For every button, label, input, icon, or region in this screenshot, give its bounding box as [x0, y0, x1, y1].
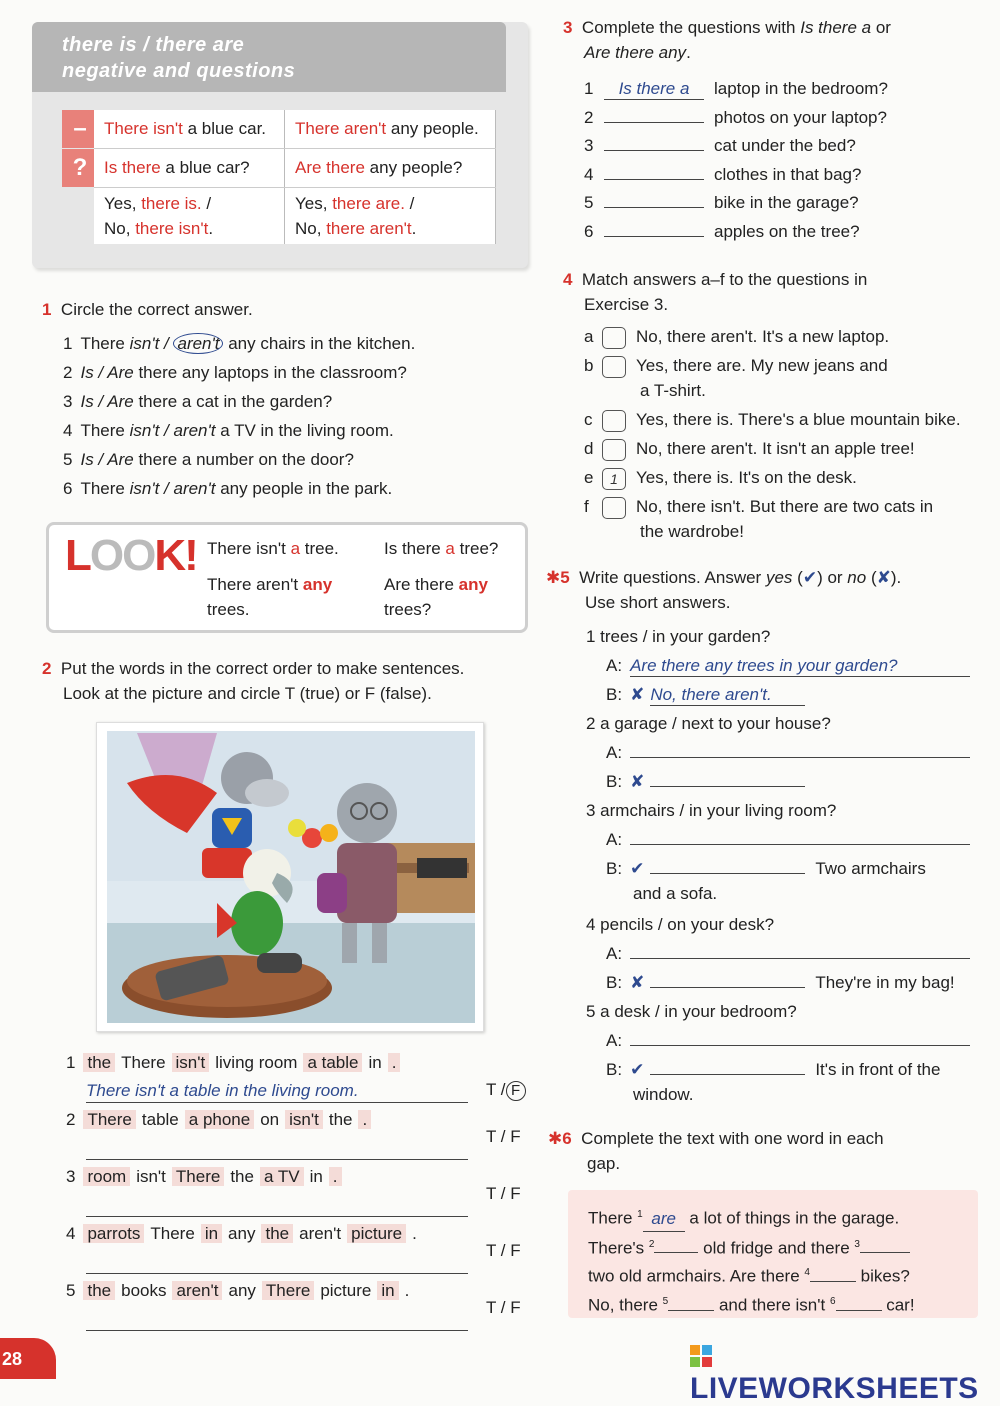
- ex4-item-a: [584, 324, 961, 349]
- ex2-item-2: [66, 1107, 536, 1164]
- ex3-item-1: [584, 75, 888, 104]
- grammar-title-line2: negative and questions: [62, 60, 296, 82]
- ex4-list: [584, 324, 961, 548]
- ex3-title: 3 Complete the questions with Is there a or Are there any.: [563, 18, 891, 62]
- ex2-title: 2 Put the words in the correct order to make sentences. Look at the picture and circle T (true) or F (false).: [42, 659, 465, 703]
- option-2[interactable]: aren't: [173, 333, 223, 354]
- line-b: [586, 968, 982, 997]
- item-letter: a: [584, 327, 594, 346]
- answer-line[interactable]: [86, 1308, 468, 1331]
- ex3-item-5: [584, 189, 888, 218]
- look-logo: LOOK!: [65, 531, 197, 580]
- word-chip: books: [121, 1281, 167, 1300]
- look-r2c2: Are there any trees?: [384, 575, 488, 619]
- item-number: 5: [66, 1281, 76, 1300]
- line-a: [586, 825, 982, 854]
- ex4-title: 4 Match answers a–f to the questions in Exercise 3.: [563, 270, 868, 314]
- item-text: No, there isn't. But there are two cats in: [636, 497, 934, 516]
- separator: /: [93, 363, 108, 382]
- word-chip: in: [377, 1281, 398, 1300]
- answer-a[interactable]: Are there any trees in your garden?: [630, 656, 970, 677]
- ex5-item-4: [586, 910, 982, 997]
- item-number: 5: [584, 193, 594, 213]
- answer-b[interactable]: [650, 1074, 805, 1075]
- answer-box[interactable]: 1: [602, 468, 626, 490]
- q-singular: Is there a blue car?: [94, 149, 285, 188]
- answer-a[interactable]: [630, 958, 970, 959]
- answer-b[interactable]: [650, 786, 805, 787]
- word-chip: .: [412, 1224, 417, 1243]
- line-a: [586, 738, 982, 767]
- cross-icon: ✘: [630, 772, 645, 791]
- item-text-cont: a T-shirt.: [640, 381, 706, 400]
- item-number: 3: [66, 1167, 76, 1186]
- answer-line[interactable]: There isn't a table in the living room.: [86, 1080, 468, 1103]
- word-row: [66, 1107, 536, 1133]
- living-room-picture: [97, 723, 483, 1031]
- ex5-item-3: [586, 796, 982, 910]
- a-label: A:: [606, 656, 623, 675]
- item-text: any chairs in the kitchen.: [223, 334, 416, 353]
- extra-text: It's in front of the: [815, 1060, 941, 1079]
- ex4-item-d: [584, 436, 961, 461]
- ex3-item-4: [584, 161, 888, 190]
- ex1-list: [63, 329, 415, 503]
- b-label: B:: [606, 1060, 623, 1079]
- word-chip: picture: [347, 1224, 406, 1243]
- item-text: Yes, there is. It's on the desk.: [636, 468, 857, 487]
- answer-box[interactable]: [602, 356, 626, 378]
- word-chip: the: [328, 1110, 353, 1129]
- word-chip: the: [83, 1053, 115, 1072]
- answer-a[interactable]: [630, 844, 970, 845]
- item-number: 1: [584, 79, 594, 98]
- ex5-title: ✱5 Write questions. Answer yes (✔) or no (✘). Use short answers.: [546, 568, 902, 612]
- page-number: 28: [0, 1338, 56, 1379]
- item-number: 6: [63, 479, 73, 498]
- word-chip: any: [228, 1224, 256, 1243]
- ex4-item-e: [584, 465, 961, 490]
- item-text: there a number on the door?: [133, 450, 354, 469]
- prompt: 2 a garage / next to your house?: [586, 714, 831, 733]
- word-chip: a table: [303, 1053, 362, 1072]
- item-number: 6: [584, 221, 594, 241]
- word-chip: aren't: [172, 1281, 222, 1300]
- b-label: B:: [606, 772, 623, 791]
- item-text: No, there aren't. It isn't an apple tree!: [636, 439, 915, 458]
- ex6-gap-3[interactable]: [860, 1252, 910, 1253]
- word-chip: There: [262, 1281, 314, 1300]
- word-chip: .: [329, 1167, 342, 1186]
- separator: /: [93, 450, 108, 469]
- answer-a[interactable]: [630, 757, 970, 758]
- ex4-item-f: [584, 494, 961, 519]
- ex3-item-2: [584, 104, 888, 133]
- item-number: 3: [63, 392, 73, 411]
- cross-icon: ✘: [630, 685, 645, 704]
- item-number: 2: [584, 107, 594, 127]
- word-chip: .: [404, 1281, 410, 1300]
- answer-box[interactable]: [602, 497, 626, 519]
- separator: /: [159, 479, 174, 498]
- item-text: there a cat in the garden?: [133, 392, 333, 411]
- line-b: [586, 1055, 982, 1084]
- option-2[interactable]: Are: [107, 450, 134, 469]
- word-row: [66, 1050, 536, 1076]
- line-a: [586, 1026, 982, 1055]
- word-chip: parrots: [83, 1224, 144, 1243]
- a-label: A:: [606, 743, 623, 762]
- neg-plural: There aren't any people.: [285, 110, 496, 149]
- ex6-text-box: [568, 1190, 978, 1318]
- ex2-item-4: [66, 1221, 536, 1278]
- answer-gap[interactable]: [604, 207, 704, 208]
- answer-box[interactable]: [602, 410, 626, 432]
- line-b: [586, 854, 982, 883]
- illustration: [96, 722, 484, 1032]
- true-false[interactable]: T / F: [486, 1127, 521, 1146]
- grammar-box: [32, 22, 528, 268]
- word-chip: picture: [320, 1281, 372, 1300]
- look-r1c2: Is there a tree?: [384, 539, 499, 558]
- answer-line[interactable]: [86, 1194, 468, 1217]
- true-false[interactable]: T / F: [486, 1184, 521, 1203]
- answer-gap[interactable]: [604, 236, 704, 237]
- item-text: bike in the garage?: [714, 193, 859, 213]
- ex6-gap-4[interactable]: [810, 1281, 856, 1282]
- item-text: photos on your laptop?: [714, 107, 887, 127]
- short-plural: Yes, there are. / No, there aren't.: [285, 188, 496, 245]
- word-chip: a phone: [185, 1110, 254, 1129]
- ex2-list: [66, 1050, 536, 1335]
- word-chip: living room: [215, 1053, 298, 1072]
- ex6-gap-1[interactable]: are: [643, 1206, 685, 1232]
- option-1[interactable]: Is: [80, 392, 94, 411]
- ex1-item-6: [63, 474, 415, 503]
- item-text: Yes, there is. There's a blue mountain bike.: [636, 410, 961, 429]
- ex6-gap-6[interactable]: [836, 1310, 882, 1311]
- separator: /: [159, 334, 174, 353]
- ex1-item-2: [63, 358, 415, 387]
- word-chip: There: [150, 1224, 195, 1243]
- item-text-cont: the wardrobe!: [640, 522, 744, 541]
- line-a: [586, 939, 982, 968]
- look-r2c1: There aren't any trees.: [207, 575, 333, 619]
- answer-gap[interactable]: [604, 150, 704, 151]
- option-2[interactable]: Are: [107, 392, 134, 411]
- ex5-item-1: [586, 622, 982, 709]
- item-number: 4: [63, 421, 73, 440]
- ex5-item-5: [586, 997, 982, 1111]
- item-text: laptop in the bedroom?: [714, 79, 888, 98]
- question-symbol: ?: [62, 149, 98, 187]
- logo-icon: [690, 1345, 712, 1367]
- prompt: 5 a desk / in your bedroom?: [586, 1002, 797, 1021]
- item-letter: f: [584, 497, 589, 516]
- option-2[interactable]: Are: [107, 363, 134, 382]
- answer-box[interactable]: [602, 439, 626, 461]
- item-number: 2: [66, 1110, 76, 1129]
- extra-text: Two armchairs: [815, 859, 926, 878]
- word-chip: a TV: [260, 1167, 304, 1186]
- ex5-list: [586, 622, 982, 1111]
- option-2[interactable]: aren't: [173, 421, 216, 440]
- ex1-item-4: [63, 416, 415, 445]
- word-chip: in: [368, 1053, 382, 1072]
- word-chip: the: [83, 1281, 115, 1300]
- item-letter: d: [584, 439, 594, 458]
- short-singular: Yes, there is. / No, there isn't.: [94, 188, 285, 245]
- word-chip: any: [228, 1281, 256, 1300]
- item-text: cat under the bed?: [714, 136, 856, 156]
- ex6-text: There $^1$ are a lot of things in the garage. There's $^2$ old fridge and there $^3$ two old armchairs. Are there $^4$ bikes? No, there $^5$ and there isn't $^6$ car!: [588, 1202, 973, 1318]
- option-1[interactable]: isn't: [129, 421, 160, 440]
- word-chip: .: [388, 1053, 401, 1072]
- b-label: B:: [606, 859, 623, 878]
- answer-b[interactable]: No, there aren't.: [650, 685, 805, 706]
- word-chip: in: [309, 1167, 323, 1186]
- b-label: B:: [606, 973, 623, 992]
- item-text: No, there aren't. It's a new laptop.: [636, 327, 890, 346]
- item-text: There: [80, 334, 130, 353]
- item-number: 2: [63, 363, 73, 382]
- line-a: [586, 651, 982, 680]
- answer-line[interactable]: [86, 1137, 468, 1160]
- word-chip: .: [358, 1110, 371, 1129]
- word-chip: isn't: [285, 1110, 323, 1129]
- ex3-item-6: [584, 218, 888, 247]
- ex1-item-1: [63, 329, 415, 358]
- word-row: [66, 1221, 536, 1247]
- item-text: apples on the tree?: [714, 221, 860, 241]
- word-chip: There: [121, 1053, 166, 1072]
- ex6-title: ✱6 Complete the text with one word in each gap.: [548, 1129, 884, 1173]
- option-1[interactable]: isn't: [129, 479, 160, 498]
- option-1[interactable]: Is: [80, 363, 94, 382]
- extra-text-cont: window.: [633, 1085, 694, 1104]
- item-letter: b: [584, 356, 594, 375]
- word-chip: There: [172, 1167, 224, 1186]
- ex2-item-1: [66, 1050, 536, 1107]
- word-chip: isn't: [136, 1167, 166, 1186]
- item-text: Yes, there are. My new jeans and: [636, 356, 888, 375]
- ex2-item-3: [66, 1164, 536, 1221]
- answer-gap[interactable]: [604, 179, 704, 180]
- neg-singular: There isn't a blue car.: [94, 110, 285, 149]
- word-chip: the: [230, 1167, 254, 1186]
- item-number: 3: [584, 136, 594, 156]
- answer-b[interactable]: [650, 987, 805, 988]
- ex4-item-b: [584, 353, 961, 378]
- a-label: A:: [606, 830, 623, 849]
- option-1[interactable]: isn't: [129, 334, 160, 353]
- tf-t[interactable]: T /: [486, 1080, 506, 1099]
- grammar-table: [94, 110, 496, 244]
- true-false[interactable]: [486, 1080, 526, 1101]
- ex1-item-3: [63, 387, 415, 416]
- word-chip: table: [141, 1110, 179, 1129]
- line-b: [586, 680, 982, 709]
- negative-symbol: –: [62, 110, 98, 148]
- true-false[interactable]: T / F: [486, 1241, 521, 1260]
- item-text: there any laptops in the classroom?: [133, 363, 407, 382]
- look-r1c1: There isn't a tree.: [207, 539, 339, 558]
- line-b: [586, 767, 982, 796]
- item-number: 5: [63, 450, 73, 469]
- option-1[interactable]: Is: [80, 450, 94, 469]
- separator: /: [159, 421, 174, 440]
- answer-line[interactable]: [86, 1251, 468, 1274]
- tf-f-circled[interactable]: F: [506, 1081, 526, 1101]
- item-number: 4: [66, 1224, 76, 1243]
- word-row: [66, 1164, 536, 1190]
- word-chip: the: [261, 1224, 293, 1243]
- ex3-item-3: [584, 132, 888, 161]
- tick-icon: ✔: [630, 1060, 645, 1079]
- grammar-title-line1: there is / there are: [62, 34, 245, 56]
- word-chip: isn't: [172, 1053, 210, 1072]
- separator: /: [93, 392, 108, 411]
- ex5-item-2: [586, 709, 982, 796]
- cross-icon: ✘: [630, 973, 645, 992]
- prompt: 4 pencils / on your desk?: [586, 915, 775, 934]
- extra-text: They're in my bag!: [815, 973, 955, 992]
- b-label: B:: [606, 685, 623, 704]
- ex1-item-5: [63, 445, 415, 474]
- ex6-gap-5[interactable]: [668, 1310, 714, 1311]
- look-box: [46, 522, 528, 633]
- prompt: 3 armchairs / in your living room?: [586, 801, 837, 820]
- answer-b[interactable]: [650, 873, 805, 874]
- item-text: a TV in the living room.: [215, 421, 394, 440]
- word-chip: on: [260, 1110, 280, 1129]
- a-label: A:: [606, 944, 623, 963]
- word-chip: aren't: [299, 1224, 342, 1243]
- extra-text-cont: and a sofa.: [633, 884, 718, 903]
- word-chip: There: [83, 1110, 135, 1129]
- item-letter: c: [584, 410, 593, 429]
- item-text: clothes in that bag?: [714, 164, 862, 184]
- item-text: There: [80, 479, 130, 498]
- item-number: 1: [63, 334, 73, 353]
- item-number: 1: [66, 1053, 76, 1072]
- answer-gap[interactable]: Is there a: [604, 79, 704, 100]
- a-label: A:: [606, 1031, 623, 1050]
- word-chip: in: [201, 1224, 222, 1243]
- item-number: 4: [584, 164, 594, 184]
- liveworksheets-logo: LIVEWORKSHEETS: [690, 1338, 1000, 1406]
- ex1-title: 1 Circle the correct answer.: [42, 300, 253, 319]
- q-plural: Are there any people?: [285, 149, 496, 188]
- item-letter: e: [584, 468, 594, 487]
- ex6-gap-2[interactable]: [654, 1252, 698, 1253]
- word-row: [66, 1278, 536, 1304]
- tick-icon: ✔: [630, 859, 645, 878]
- prompt: 1 trees / in your garden?: [586, 627, 771, 646]
- answer-gap[interactable]: [604, 122, 704, 123]
- ex2-item-5: [66, 1278, 536, 1335]
- item-text: any people in the park.: [215, 479, 393, 498]
- ex4-item-c: [584, 407, 961, 432]
- option-2[interactable]: aren't: [173, 479, 216, 498]
- answer-a[interactable]: [630, 1045, 970, 1046]
- word-chip: room: [83, 1167, 130, 1186]
- answer-box[interactable]: [602, 327, 626, 349]
- true-false[interactable]: T / F: [486, 1298, 521, 1317]
- grammar-box-header: [32, 22, 506, 92]
- ex3-list: [584, 75, 888, 247]
- item-text: There: [80, 421, 130, 440]
